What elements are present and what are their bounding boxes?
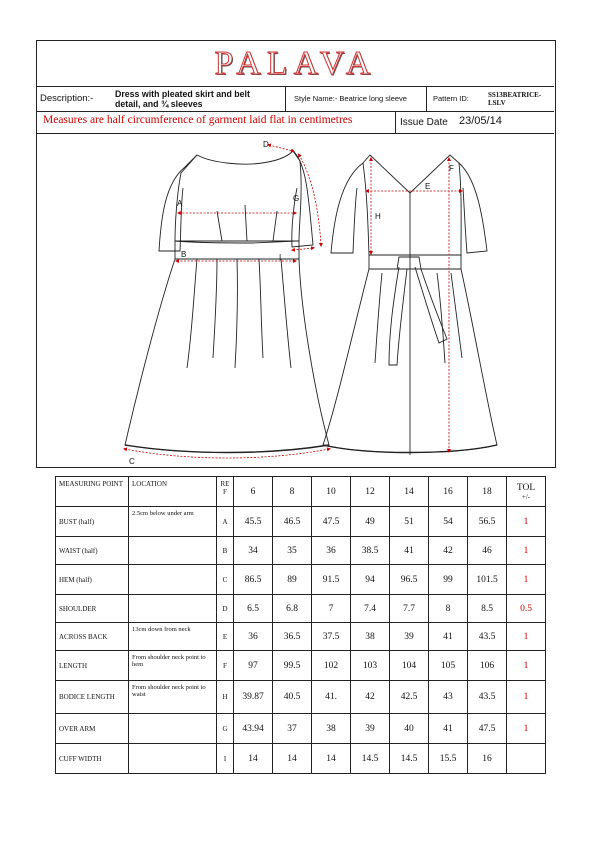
size-value-cell: 43.5 [468,681,507,714]
size-value-cell: 36.5 [273,623,312,651]
size-value-cell: 16 [468,744,507,774]
front-skirt-pleats [187,259,291,368]
header-size: 8 [273,477,312,507]
front-measure-lines [125,145,329,458]
table-row [56,595,546,623]
measuring-point-cell: BODICE LENGTH [56,681,129,714]
tolerance-cell: 1 [507,623,546,651]
size-value-cell: 6.5 [234,595,273,623]
ref-cell: D [217,595,234,623]
measure-line-d [269,145,293,151]
description-label: Description:- [40,93,94,104]
size-value-cell: 54 [429,507,468,537]
size-value-cell: 38.5 [351,537,390,565]
measuring-point-cell: WAIST (half) [56,537,129,565]
ref-cell: I [217,744,234,774]
label-a: A [177,199,183,208]
location-cell [129,714,217,744]
size-value-cell: 43 [429,681,468,714]
front-sleeve-left [159,167,185,251]
location-cell [129,595,217,623]
ref-cell: C [217,565,234,595]
issue-date-label: Issue Date [395,111,448,133]
measure-line-c [125,449,329,458]
measure-note-row [37,111,554,134]
label-b: B [181,250,187,259]
size-value-cell: 40.5 [273,681,312,714]
label-c: C [129,457,135,466]
ref-cell: F [217,651,234,681]
size-value-cell: 101.5 [468,565,507,595]
size-value-cell: 35 [273,537,312,565]
size-value-cell: 8.5 [468,595,507,623]
table-row [56,681,546,714]
header-tol-label: TOL [516,482,536,493]
size-value-cell: 14 [234,744,273,774]
size-value-cell: 86.5 [234,565,273,595]
header-size: 18 [468,477,507,507]
garment-drawing [37,133,554,467]
size-value-cell: 47.5 [312,507,351,537]
measure-note: Measures are half circumference of garment laid flat in centimetres [43,114,353,126]
label-d: D [263,140,269,149]
description-value: Dress with pleated skirt and belt detail, and ¾ sleeves [115,88,250,109]
size-value-cell: 36 [234,623,273,651]
table-row [56,565,546,595]
location-cell: 13cm down from neck [129,623,217,651]
size-value-cell: 6.8 [273,595,312,623]
measuring-point-cell: ACROSS BACK [56,623,129,651]
tolerance-cell: 1 [507,681,546,714]
header-tol [507,477,546,507]
label-h: H [375,212,381,221]
label-i: I [279,253,282,262]
size-value-cell: 105 [429,651,468,681]
size-value-cell: 7.7 [390,595,429,623]
size-value-cell: 99 [429,565,468,595]
table-row [56,507,546,537]
size-value-cell: 46.5 [273,507,312,537]
size-value-cell: 41 [429,623,468,651]
back-belt-tail-left [389,267,407,365]
size-value-cell: 103 [351,651,390,681]
tolerance-cell [507,744,546,774]
size-value-cell: 38 [351,623,390,651]
header-size: 12 [351,477,390,507]
measuring-point-cell: HEM (half) [56,565,129,595]
size-value-cell: 47.5 [468,714,507,744]
label-e: E [425,182,431,191]
size-value-cell: 41. [312,681,351,714]
measuring-point-cell: BUST (half) [56,507,129,537]
brand-logo: PALAVA [214,44,377,82]
size-value-cell: 14.5 [351,744,390,774]
tolerance-cell: 1 [507,651,546,681]
size-value-cell: 106 [468,651,507,681]
size-value-cell: 42 [351,681,390,714]
size-value-cell: 37 [273,714,312,744]
tolerance-cell: 0.5 [507,595,546,623]
size-value-cell: 94 [351,565,390,595]
header-size: 14 [390,477,429,507]
size-value-cell: 38 [312,714,351,744]
table-header-row [56,477,546,507]
size-value-cell: 91.5 [312,565,351,595]
location-cell [129,744,217,774]
style-name: Style Name:- Beatrice long sleeve [285,86,425,111]
size-value-cell: 102 [312,651,351,681]
tolerance-cell: 1 [507,537,546,565]
size-value-cell: 34 [234,537,273,565]
ref-cell: A [217,507,234,537]
size-value-cell: 14.5 [390,744,429,774]
table-row [56,623,546,651]
size-value-cell: 7.4 [351,595,390,623]
tolerance-cell: 1 [507,507,546,537]
size-value-cell: 7 [312,595,351,623]
back-sleeve-right [459,163,487,253]
logo-row [37,41,554,87]
pattern-id-label: Pattern ID: [426,86,486,111]
size-value-cell: 43.94 [234,714,273,744]
measuring-point-cell: LENGTH [56,651,129,681]
header-size: 10 [312,477,351,507]
size-value-cell: 39.87 [234,681,273,714]
tolerance-cell: 1 [507,565,546,595]
header-tol-sign: +/- [521,492,531,501]
table-row [56,714,546,744]
size-value-cell: 46 [468,537,507,565]
size-value-cell: 14 [273,744,312,774]
header-location: LOCATION [129,477,217,507]
ref-cell: B [217,537,234,565]
header-measuring-point: MEASURING POINT [56,477,129,507]
issue-date-value: 23/05/14 [459,115,502,127]
size-value-cell: 43.5 [468,623,507,651]
size-value-cell: 8 [429,595,468,623]
size-value-cell: 42 [429,537,468,565]
measuring-point-cell: SHOULDER [56,595,129,623]
size-value-cell: 56.5 [468,507,507,537]
back-view [323,155,497,455]
size-value-cell: 45.5 [234,507,273,537]
measuring-point-cell: CUFF WIDTH [56,744,129,774]
ref-cell: H [217,681,234,714]
back-sleeve-left [331,163,363,253]
location-cell: From shoulder neck point to waist [129,681,217,714]
header-size: 6 [234,477,273,507]
size-value-cell: 39 [351,714,390,744]
size-value-cell: 36 [312,537,351,565]
size-value-cell: 39 [390,623,429,651]
measure-line-i [293,248,313,250]
size-value-cell: 99.5 [273,651,312,681]
measurement-table [55,476,546,774]
location-cell: 2.5cm below under arm [129,507,217,537]
description-row [37,86,554,112]
size-value-cell: 15.5 [429,744,468,774]
back-belt-tail-right [415,267,447,343]
header-size: 16 [429,477,468,507]
size-value-cell: 96.5 [390,565,429,595]
location-cell: From shoulder neck point to hem [129,651,217,681]
size-value-cell: 40 [390,714,429,744]
label-g: G [293,194,300,203]
location-cell [129,565,217,595]
location-cell [129,537,217,565]
table-row [56,651,546,681]
pattern-id-value: SS13BEATRICE-LSLV [488,90,542,107]
front-shoulder-left [185,155,197,167]
ref-cell: G [217,714,234,744]
front-hem [125,445,329,453]
size-value-cell: 51 [390,507,429,537]
size-value-cell: 49 [351,507,390,537]
front-skirt-outline [125,259,329,453]
size-value-cell: 42.5 [390,681,429,714]
size-value-cell: 14 [312,744,351,774]
size-value-cell: 97 [234,651,273,681]
back-belt-knot [397,257,421,269]
size-value-cell: 104 [390,651,429,681]
table-body [56,507,546,774]
table-row [56,744,546,774]
size-value-cell: 41 [429,714,468,744]
tolerance-cell: 1 [507,714,546,744]
size-value-cell: 89 [273,565,312,595]
front-bodice-outline [175,151,301,243]
spec-sheet [36,40,556,468]
ref-cell: E [217,623,234,651]
back-bodice-outline [363,155,461,255]
back-measure-lines [367,159,461,451]
size-value-cell: 41 [390,537,429,565]
measuring-point-cell: OVER ARM [56,714,129,744]
size-value-cell: 37.5 [312,623,351,651]
table-row [56,537,546,565]
label-f: F [449,164,454,173]
header-ref: REF [217,477,234,507]
front-bodice-darts [217,205,277,241]
